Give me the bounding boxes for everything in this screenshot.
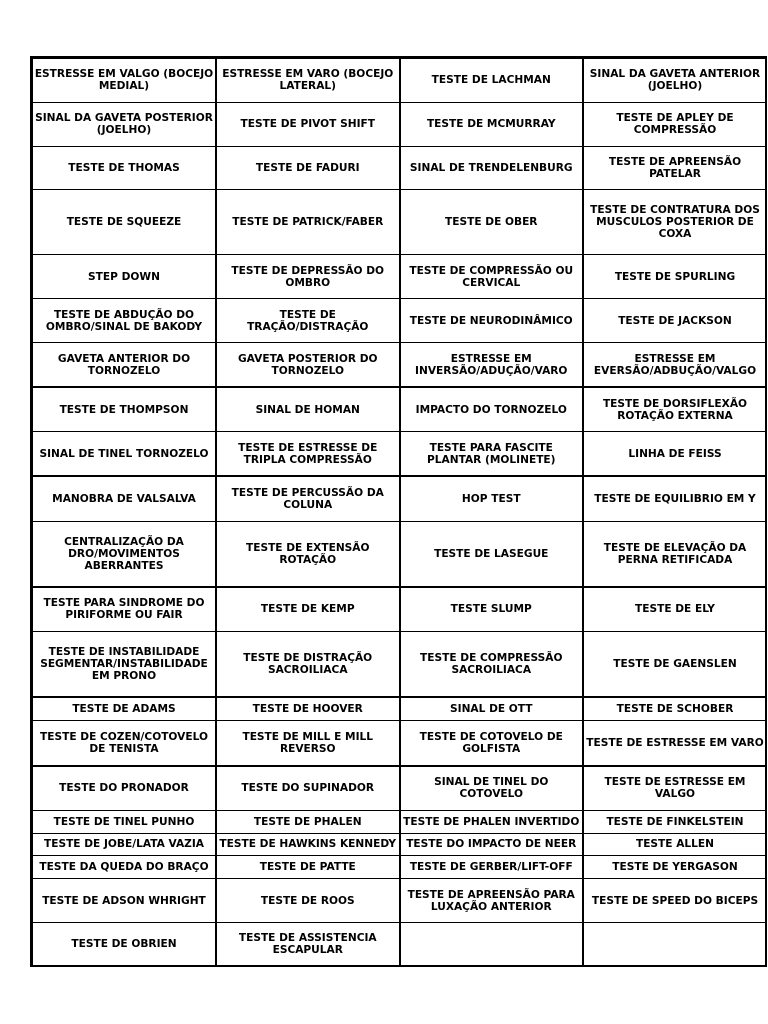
- test-name: TESTE DE ABDUÇÃO DO OMBRO/SINAL DE BAKODY: [45, 308, 203, 333]
- test-name: MANOBRA DE VALSALVA: [52, 493, 196, 506]
- test-name: SINAL DE TINEL TORNOZELO: [39, 447, 209, 460]
- test-name: TESTE DE ADSON WHRIGHT: [42, 894, 206, 907]
- table-cell: [400, 190, 584, 255]
- test-name: TESTE DE PHALEN INVERTIDO: [403, 815, 580, 828]
- table-cell: [216, 766, 400, 811]
- table-cell: [400, 810, 584, 833]
- table-cell: [583, 387, 767, 432]
- table-cell: [33, 833, 217, 856]
- test-name: TESTE DE YERGASON: [612, 861, 738, 874]
- test-name: TESTE DE MCMURRAY: [426, 118, 556, 131]
- test-name: SINAL DE OTT: [450, 703, 533, 716]
- table-cell: [400, 833, 584, 856]
- table-cell: [33, 721, 217, 766]
- test-name: TESTE DE DORSIFLEXÃO ROTAÇÃO EXTERNA: [602, 397, 748, 422]
- test-name: TESTE DE FADURI: [255, 162, 360, 175]
- test-name: TESTE DO IMPACTO DE NEER: [406, 838, 577, 851]
- table-cell: [400, 59, 584, 103]
- table-cell: [400, 146, 584, 190]
- table-row: [33, 721, 767, 766]
- test-name: TESTE DE ELY: [635, 603, 715, 616]
- test-name: TESTE DE CONTRATURA DOS MUSCULOS POSTERIOR DE COXA: [590, 204, 760, 241]
- table-row: [33, 766, 767, 811]
- test-name: TESTE DE PATRICK/FABER: [232, 216, 384, 229]
- table-cell: [33, 59, 217, 103]
- table-cell: [33, 255, 217, 299]
- test-table-sheet: [30, 56, 767, 967]
- table-cell: [583, 476, 767, 521]
- table-cell: [400, 721, 584, 766]
- table-row: [33, 387, 767, 432]
- table-cell: [216, 476, 400, 521]
- table-cell: [583, 922, 767, 966]
- grid-body: [33, 59, 767, 967]
- table-cell: [583, 59, 767, 103]
- table-cell: [400, 766, 584, 811]
- table-cell: [216, 387, 400, 432]
- table-cell: [400, 697, 584, 721]
- table-cell: [216, 879, 400, 923]
- test-name: ESTRESSE EM EVERSÃO/ADBUÇÃO/VALGO: [593, 352, 757, 377]
- test-name: TESTE DE THOMAS: [68, 162, 180, 175]
- table-cell: [583, 432, 767, 477]
- test-name: TESTE DE INSTABILIDADE SEGMENTAR/INSTABILIDADE EM PRONO: [40, 646, 208, 683]
- test-name: TESTE DE EXTENSÃO ROTAÇÃO: [245, 541, 370, 566]
- test-name: TESTE DE THOMPSON: [59, 403, 189, 416]
- test-name: TESTE DA QUEDA DO BRAÇO: [39, 861, 209, 874]
- test-name: TESTE DE APREENSÃO PATELAR: [608, 156, 742, 181]
- table-cell: [33, 190, 217, 255]
- table-row: [33, 255, 767, 299]
- table-row: [33, 146, 767, 190]
- table-cell: [400, 922, 584, 966]
- table-cell: [33, 387, 217, 432]
- test-name: TESTE DE COMPRESSÃO OU CERVICAL: [409, 264, 574, 289]
- table-cell: [583, 342, 767, 387]
- table-cell: [583, 856, 767, 879]
- test-name: IMPACTO DO TORNOZELO: [415, 403, 567, 416]
- test-name: TESTE PARA FASCITE PLANTAR (MOLINETE): [426, 441, 556, 466]
- table-row: [33, 299, 767, 343]
- test-name: TESTE DE ROOS: [260, 894, 355, 907]
- table-cell: [33, 922, 217, 966]
- test-name: SINAL DA GAVETA ANTERIOR (JOELHO): [589, 68, 761, 93]
- test-name: TESTE DE JACKSON: [618, 314, 732, 327]
- test-name: SINAL DE TINEL DO COTOVELO: [434, 776, 549, 801]
- test-name: TESTE DE COTOVELO DE GOLFISTA: [419, 731, 563, 756]
- table-cell: [216, 59, 400, 103]
- test-name: ESTRESSE EM INVERSÃO/ADUÇÃO/VARO: [415, 352, 568, 377]
- table-cell: [33, 632, 217, 698]
- table-row: [33, 190, 767, 255]
- table-cell: [33, 766, 217, 811]
- clinical-tests-grid: [32, 58, 767, 967]
- test-name: TESTE DE EQUILIBRIO EM Y: [594, 493, 756, 506]
- table-cell: [33, 521, 217, 587]
- test-name: TESTE DO SUPINADOR: [241, 782, 375, 795]
- table-cell: [400, 255, 584, 299]
- test-name: TESTE DE SPURLING: [614, 270, 736, 283]
- table-cell: [216, 432, 400, 477]
- test-name: TESTE DE PATTE: [259, 861, 356, 874]
- table-cell: [400, 879, 584, 923]
- table-row: [33, 432, 767, 477]
- table-cell: [583, 299, 767, 343]
- test-name: TESTE DE LACHMAN: [431, 74, 551, 87]
- test-name: TESTE DE PIVOT SHIFT: [240, 118, 375, 131]
- table-cell: [33, 432, 217, 477]
- table-cell: [216, 102, 400, 146]
- table-cell: [33, 146, 217, 190]
- table-row: [33, 697, 767, 721]
- test-name: TESTE DE OBRIEN: [71, 938, 177, 951]
- test-name: SINAL DA GAVETA POSTERIOR (JOELHO): [35, 112, 213, 137]
- test-name: TESTE DE SCHOBER: [616, 703, 734, 716]
- test-name: TESTE PARA SINDROME DO PIRIFORME OU FAIR: [43, 597, 205, 622]
- test-name: TESTE DE ESTRESSE EM VARO: [586, 737, 764, 750]
- table-row: [33, 632, 767, 698]
- test-name: SINAL DE TRENDELENBURG: [409, 162, 573, 175]
- test-name: TESTE DE TINEL PUNHO: [53, 815, 195, 828]
- table-cell: [33, 102, 217, 146]
- test-name: TESTE DE NEURODINÂMICO: [409, 314, 573, 327]
- table-cell: [216, 342, 400, 387]
- table-row: [33, 342, 767, 387]
- table-cell: [216, 721, 400, 766]
- table-cell: [583, 879, 767, 923]
- test-name: TESTE DE SQUEEZE: [66, 216, 182, 229]
- table-cell: [400, 476, 584, 521]
- table-cell: [400, 521, 584, 587]
- table-cell: [583, 190, 767, 255]
- table-cell: [216, 190, 400, 255]
- test-name: SINAL DE HOMAN: [255, 403, 360, 416]
- test-name: TESTE DE JOBE/LATA VAZIA: [43, 838, 204, 851]
- test-name: TESTE DE APREENSÃO PARA LUXAÇÃO ANTERIOR: [407, 888, 575, 913]
- test-name: TESTE DE COMPRESSÃO SACROILIACA: [420, 652, 563, 677]
- test-name: TESTE DO PRONADOR: [59, 782, 189, 795]
- table-cell: [400, 432, 584, 477]
- table-row: [33, 587, 767, 632]
- table-cell: [400, 387, 584, 432]
- table-cell: [583, 102, 767, 146]
- test-name: TESTE DE DEPRESSÃO DO OMBRO: [231, 264, 385, 289]
- table-cell: [216, 922, 400, 966]
- test-name: TESTE DE HAWKINS KENNEDY: [219, 838, 397, 851]
- table-cell: [216, 810, 400, 833]
- test-name: TESTE DE GERBER/LIFT-OFF: [409, 861, 573, 874]
- table-row: [33, 59, 767, 103]
- table-cell: [583, 721, 767, 766]
- test-name: ESTRESSE EM VARO (BOCEJO LATERAL): [222, 68, 394, 93]
- test-name: TESTE DE LASEGUE: [434, 547, 549, 560]
- test-name: TESTE DE ASSISTENCIA ESCAPULAR: [238, 932, 377, 957]
- test-name: TESTE DE GAENSLEN: [613, 658, 737, 671]
- table-cell: [33, 879, 217, 923]
- test-name: TESTE DE APLEY DE COMPRESSÃO: [616, 112, 734, 137]
- table-row: [33, 521, 767, 587]
- table-cell: [583, 255, 767, 299]
- table-cell: [33, 587, 217, 632]
- table-cell: [33, 810, 217, 833]
- table-cell: [216, 299, 400, 343]
- table-cell: [216, 587, 400, 632]
- test-name: TESTE DE ESTRESSE EM VALGO: [604, 776, 746, 801]
- test-name: TESTE DE ADAMS: [72, 703, 176, 716]
- test-name: TESTE DE KEMP: [260, 603, 355, 616]
- table-cell: [216, 632, 400, 698]
- test-name: TESTE DE OBER: [445, 216, 538, 229]
- test-name: TESTE DE PHALEN: [253, 815, 362, 828]
- test-name: TESTE DE ESTRESSE DE TRIPLA COMPRESSÃO: [238, 441, 378, 466]
- table-row: [33, 102, 767, 146]
- table-cell: [583, 810, 767, 833]
- test-name: GAVETA ANTERIOR DO TORNOZELO: [57, 352, 191, 377]
- test-name: TESTE DE SPEED DO BICEPS: [591, 894, 759, 907]
- table-cell: [216, 833, 400, 856]
- table-cell: [216, 697, 400, 721]
- table-cell: [216, 255, 400, 299]
- test-name: ESTRESSE EM VALGO (BOCEJO MEDIAL): [34, 68, 214, 93]
- test-name: TESTE DE FINKELSTEIN: [606, 815, 744, 828]
- table-row: [33, 476, 767, 521]
- test-name: TESTE DE DISTRAÇÃO SACROILIACA: [243, 652, 373, 677]
- table-cell: [33, 697, 217, 721]
- table-cell: [33, 476, 217, 521]
- test-name: TESTE SLUMP: [450, 603, 532, 616]
- table-cell: [33, 856, 217, 879]
- table-cell: [33, 299, 217, 343]
- table-row: [33, 810, 767, 833]
- table-cell: [583, 587, 767, 632]
- table-cell: [583, 697, 767, 721]
- test-name: HOP TEST: [461, 493, 521, 506]
- table-cell: [400, 856, 584, 879]
- test-name: STEP DOWN: [88, 270, 160, 283]
- test-name: LINHA DE FEISS: [628, 447, 722, 460]
- table-row: [33, 856, 767, 879]
- test-name: GAVETA POSTERIOR DO TORNOZELO: [237, 352, 378, 377]
- table-cell: [583, 632, 767, 698]
- table-cell: [400, 342, 584, 387]
- test-name: TESTE DE MILL E MILL REVERSO: [242, 731, 374, 756]
- test-name: TESTE DE COZEN/COTOVELO DE TENISTA: [40, 731, 208, 756]
- test-name: CENTRALIZAÇÃO DA DRO/MOVIMENTOS ABERRANTES: [64, 535, 184, 572]
- table-cell: [216, 521, 400, 587]
- test-name: TESTE DE HOOVER: [252, 703, 363, 716]
- table-cell: [583, 766, 767, 811]
- table-row: [33, 833, 767, 856]
- table-cell: [400, 632, 584, 698]
- test-name: TESTE ALLEN: [635, 838, 715, 851]
- test-name: TESTE DE TRAÇÃO/DISTRAÇÃO: [247, 308, 369, 333]
- table-cell: [216, 146, 400, 190]
- table-row: [33, 922, 767, 966]
- table-cell: [400, 102, 584, 146]
- table-cell: [400, 299, 584, 343]
- test-name: TESTE DE ELEVAÇÃO DA PERNA RETIFICADA: [603, 541, 747, 566]
- table-cell: [216, 856, 400, 879]
- table-cell: [33, 342, 217, 387]
- table-cell: [400, 587, 584, 632]
- table-cell: [583, 146, 767, 190]
- table-cell: [583, 833, 767, 856]
- table-row: [33, 879, 767, 923]
- table-cell: [583, 521, 767, 587]
- test-name: TESTE DE PERCUSSÃO DA COLUNA: [231, 487, 384, 512]
